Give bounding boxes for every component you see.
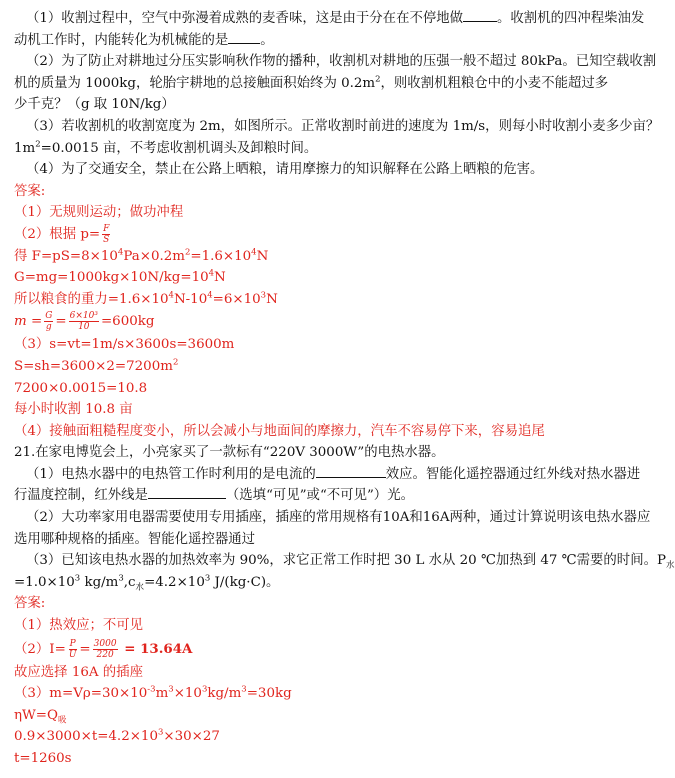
q20-part2-line1: （2）为了防止对耕地过分压实影响秋作物的播种，收割机对耕地的压强一般不超过 80kPa。已知空载收割: [26, 54, 657, 70]
fraction: $\frac{G}{g}$: [45, 311, 53, 333]
a20-part1: （1）无规则运动；做功冲程: [14, 205, 184, 221]
a21-part2-conclusion: 故应选择 16A 的插座: [14, 664, 143, 680]
answer-label: 答案:: [14, 596, 46, 612]
q20-part1-line1: （1）收割过程中，空气中弥漫着成熟的麦香味，这是由于分在在不停地做 。收割机的四冲程柴油发: [14, 8, 646, 30]
q20-part2-line2: 机的质量为 1000kg，轮胎宇耕地的总接触面积始终为 $0.2m^2$，则收割机粗粮仓中的小麦不能超过多: [14, 74, 609, 91]
q20-part1-line2: 动机工作时，内能转化为机械能的是 。: [14, 30, 646, 52]
a21-line-equation: $0.9\times 3000\times t=4.2\times 10^3\times 30\times 27$: [14, 727, 220, 745]
answer-label: 答案:: [14, 183, 46, 199]
answer-blank: [228, 30, 260, 44]
a21-part3: $(3)m=V\rho=30\times 10^{-3}m^3\times 10^3kg/m^3=30kg$: [14, 684, 292, 702]
a20-line-area: $S=sh=3600\times 2=7200m^2$: [14, 357, 179, 374]
fraction: $\frac{P}{U}$: [68, 638, 77, 660]
a21-part1: （1）热效应；不可见: [14, 618, 144, 634]
answer-blank: [316, 464, 386, 478]
a21-line-time: t=1260s: [14, 751, 72, 766]
q21-part3-line1: （3）已知该电热水器的加热效率为 90%，求它正常工作时把 30 L 水从 20 ℃加热到 47 ℃需要的时间。$P_水$: [26, 553, 675, 571]
q21-part1-line1: （1）电热水器中的电热管工作时利用的是电流的 效应。智能化遥控器通过红外线对热水器进: [14, 464, 646, 486]
fraction: $\frac{\text{6×10³}}{10}$: [69, 311, 98, 333]
a20-part4: （4）接触面粗糙程度变小，所以会减小与地面间的摩擦力，汽车不容易停下来，容易追尾: [14, 423, 545, 439]
q20-part3-line1: （3）若收割机的收割宽度为 2m，如图所示。正常收割时前进的速度为 1m/s，则每小时收割小麦多少亩？: [26, 118, 660, 134]
a20-part2: （2）根据 p= $\frac{F}{S}$: [14, 223, 110, 245]
q20-part4: （4）为了交通安全，禁止在公路上晒粮，请用摩擦力的知识解释在公路上晒粮的危害。: [26, 162, 544, 178]
fraction: $\frac{F}{S}$: [103, 223, 110, 245]
a20-line-mu: 7200×0.0015=10.8: [14, 380, 148, 396]
q21-part2-line2: 选用哪种规格的插座。智能化遥控器通过: [14, 531, 256, 547]
a20-line-result: 每小时收割 10.8 亩: [14, 402, 133, 418]
q21-intro: 21.在家电博览会上，小亮家买了一款标有“220V 3000W”的电热水器。: [14, 445, 445, 461]
a20-part3: （3）s=vt=1m/s×3600s=3600m: [14, 337, 235, 353]
fraction: $\frac{3000}{220}$: [93, 638, 117, 660]
a21-part2: （2）I= $\frac{P}{U}$ = $\frac{3000}{220}$ = 13.64A: [14, 638, 193, 660]
q20-part3-line2: $1m^2=0.0015$ 亩，不考虑收割机调头及卸粮时间。: [14, 139, 318, 156]
answer-blank: [463, 8, 497, 22]
q21-part2-line1: （2）大功率家用电器需要使用专用插座，插座的常用规格有10A和16A两种，通过计算说明该电热水器应: [26, 510, 651, 526]
q20-part2-line3: 少千克？（g 取 10N/kg）: [14, 97, 175, 113]
a20-line-gravity: $G=mg=1000kg\times 10N/kg=10^4N$: [14, 268, 226, 286]
a20-line-mass: m = $\frac{G}{g}$ = $\frac{\text{6×10³}}{10}$ =600kg: [14, 311, 155, 333]
a21-line-efficiency: $\eta W=Q_吸$: [14, 707, 67, 726]
answer-blank: [148, 485, 226, 499]
a20-line-grain-weight: 所以粮食的重力$=1.6\times 10^4N-10^4=6\times 10^3N$: [14, 290, 278, 307]
q21-part3-line2: $=1.0\times 10^3$ $kg/m^3,c_水=4.2\times 10^3$ J/(kg·C)。: [14, 573, 280, 593]
q21-part1-line2: 行温度控制，红外线是 （选填“可见”或“不可见”）光。: [14, 485, 646, 507]
a20-line-force: 得 $F=pS=8\times 10^4Pa\times 0.2m^2=1.6\times 10^4N$: [14, 247, 269, 264]
